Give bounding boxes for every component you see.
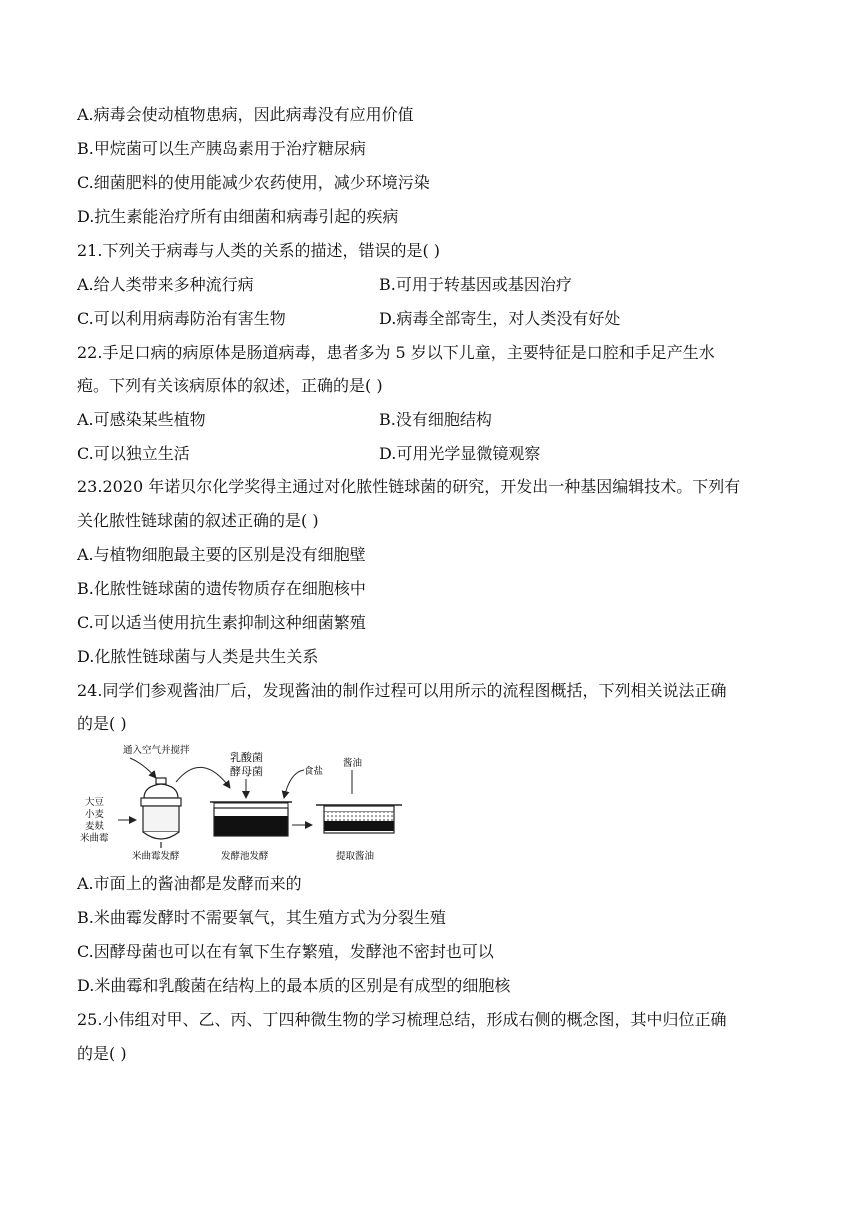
q24-option-d: D.米曲霉和乳酸菌在结构上的最本质的区别是有成型的细胞核	[77, 976, 511, 995]
step-1-label: 米曲霉发酵	[132, 851, 180, 862]
q22-stem-line1: 22.手足口病的病原体是肠道病毒，患者多为 5 岁以下儿童，主要特征是口腔和手足产生水	[77, 343, 715, 362]
extraction-tank-icon	[316, 805, 402, 833]
q22-option-b: B.没有细胞结构	[379, 410, 492, 429]
fermentation-pool-icon	[210, 802, 292, 836]
q21-option-b: B.可用于转基因或基因治疗	[379, 275, 572, 294]
q23-option-c: C.可以适当使用抗生素抑制这种细菌繁殖	[77, 613, 366, 632]
q23-stem-line2: 关化脓性链球菌的叙述正确的是( )	[77, 511, 319, 530]
lactic-acid-bacteria-label: 乳酸菌	[230, 751, 263, 764]
raw-material-bran: 麦麸	[85, 821, 105, 832]
q20-option-a: A.病毒会使动植物患病，因此病毒没有应用价值	[77, 105, 414, 124]
q22-option-d: D.可用光学显微镜观察	[379, 444, 541, 463]
q23-option-d: D.化脓性链球菌与人类是共生关系	[77, 647, 319, 666]
raw-material-aspergillus: 米曲霉	[80, 833, 109, 844]
q24-stem-line2: 的是( )	[77, 714, 127, 733]
q22-option-c: C.可以独立生活	[77, 444, 190, 463]
q24-option-b: B.米曲霉发酵时不需要氧气，其生殖方式为分裂生殖	[77, 908, 446, 927]
yeast-label: 酵母菌	[230, 765, 263, 778]
q20-option-b: B.甲烷菌可以生产胰岛素用于治疗糖尿病	[77, 139, 366, 158]
q21-option-c: C.可以利用病毒防治有害生物	[77, 309, 286, 328]
soy-sauce-label: 酱油	[343, 758, 363, 769]
q25-stem-line1: 25.小伟组对甲、乙、丙、丁四种微生物的学习梳理总结，形成右侧的概念图，其中归位正确	[77, 1010, 727, 1029]
soy-sauce-flow-diagram	[78, 742, 408, 864]
q20-option-c: C.细菌肥料的使用能减少农药使用，减少环境污染	[77, 173, 430, 192]
air-stirring-label: 通入空气并搅拌	[123, 745, 190, 756]
q20-option-d: D.抗生素能治疗所有由细菌和病毒引起的疾病	[77, 207, 399, 226]
step-2-label: 发酵池发酵	[221, 851, 269, 862]
fermenter-vessel-icon	[141, 778, 181, 848]
q21-stem: 21.下列关于病毒与人类的关系的描述，错误的是( )	[77, 241, 441, 260]
raw-material-soybean: 大豆	[85, 797, 105, 808]
q24-option-c: C.因酵母菌也可以在有氧下生存繁殖，发酵池不密封也可以	[77, 942, 494, 961]
q24-stem-line1: 24.同学们参观酱油厂后，发现酱油的制作过程可以用所示的流程图概括，下列相关说法正确	[77, 681, 727, 700]
q25-stem-line2: 的是( )	[77, 1044, 127, 1063]
raw-material-wheat: 小麦	[85, 809, 105, 820]
q21-option-a: A.给人类带来多种流行病	[77, 275, 254, 294]
q24-option-a: A.市面上的酱油都是发酵而来的	[77, 874, 302, 893]
q21-option-d: D.病毒全部寄生，对人类没有好处	[379, 309, 621, 328]
q22-option-a: A.可感染某些植物	[77, 410, 206, 429]
step-3-label: 提取酱油	[336, 851, 375, 862]
q22-stem-line2: 疱。下列有关该病原体的叙述，正确的是( )	[77, 376, 383, 395]
salt-label: 食盐	[304, 766, 324, 777]
q23-option-b: B.化脓性链球菌的遗传物质存在细胞核中	[77, 579, 366, 598]
q23-option-a: A.与植物细胞最主要的区别是没有细胞壁	[77, 545, 366, 564]
q23-stem-line1: 23.2020 年诺贝尔化学奖得主通过对化脓性链球菌的研究，开发出一种基因编辑技术。下列有	[77, 477, 741, 496]
